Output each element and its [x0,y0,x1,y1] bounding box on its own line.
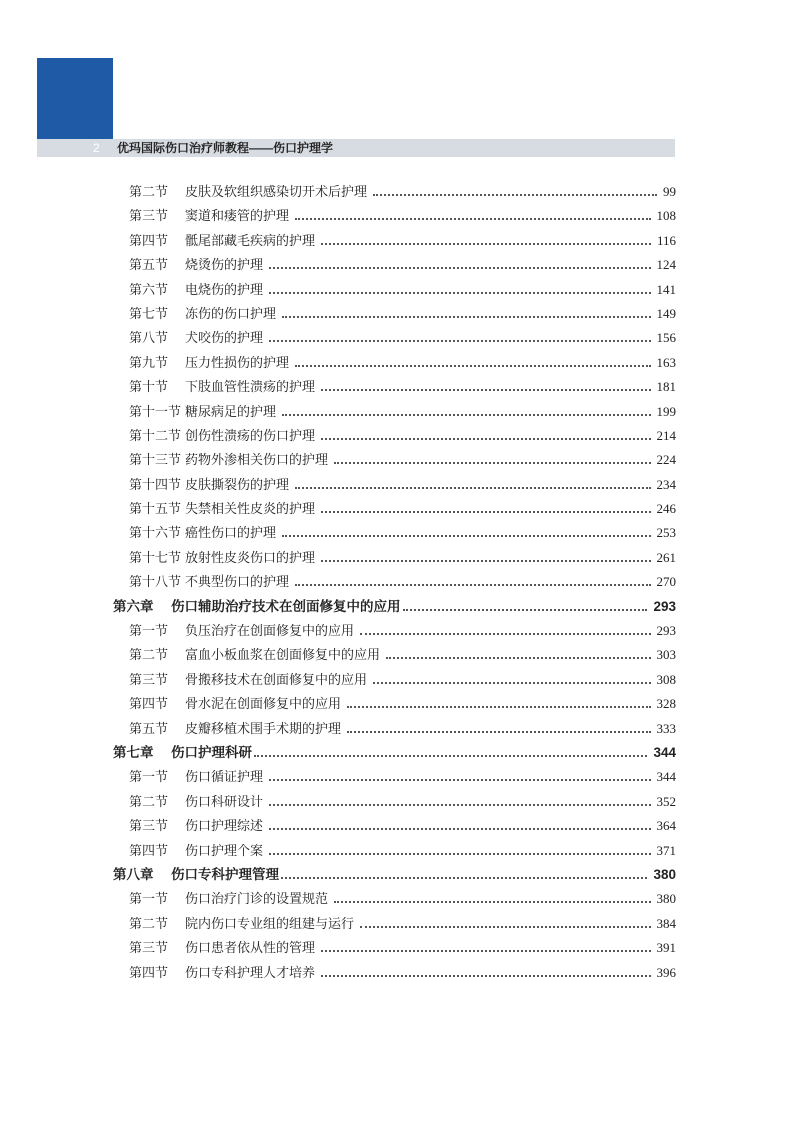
toc-section-row[interactable] [113,326,676,350]
dot-leader [295,575,650,587]
toc-entry-number: 第一节 [129,624,169,640]
toc-entry-label [113,595,401,619]
toc-entry-page: 181 [656,379,676,395]
toc-entry-title: 皮瓣移植术围手术期的护理 [185,721,342,737]
toc-entry-number: 第十节 [129,380,169,396]
toc-entry-label [129,401,276,425]
toc-section-row[interactable] [113,302,676,326]
toc-entry-page: 253 [656,525,676,541]
dot-leader [334,892,650,904]
toc-entry-label [129,449,328,473]
toc-entry-page: 116 [656,232,676,248]
toc-entry-number: 第十四节 [129,477,182,493]
toc-entry-title: 皮肤及软组织感染切开术后护理 [185,185,368,200]
toc-entry-page: 270 [656,574,676,590]
toc-entry-page: 163 [656,354,676,370]
toc-entry-number: 第四节 [129,233,169,249]
toc-entry-title: 皮肤撕裂伤的护理 [185,477,290,493]
toc-entry-number: 第八节 [129,331,169,347]
toc-entry-page: 261 [656,549,676,565]
dot-leader [321,233,651,245]
toc-entry-number: 第十八节 [129,575,182,591]
toc-entry-page: 293 [656,623,676,639]
toc-entry-number: 第六节 [129,282,169,298]
toc-entry-number: 第十三节 [129,453,182,469]
toc-entry-page: 108 [656,208,676,224]
dot-leader [282,306,650,318]
toc-entry-number: 第十七节 [129,550,182,566]
toc-section-row[interactable] [113,204,676,228]
dot-leader [295,477,650,489]
toc-chapter-row[interactable] [113,595,676,619]
toc-entry-number: 第三节 [129,209,169,225]
toc-entry-label [129,474,289,498]
toc-entry-number: 第二节 [129,794,169,810]
dot-leader [269,770,650,782]
dot-leader [360,916,650,928]
dot-leader [360,623,650,635]
dot-leader [269,282,650,294]
toc-entry-number: 第五节 [129,721,169,737]
toc-entry-label [129,327,263,351]
toc-section-row[interactable] [113,717,676,741]
toc-entry-label [129,766,263,790]
dot-leader [269,843,650,855]
toc-entry-page: 99 [663,184,676,199]
dot-leader [269,257,650,269]
toc-entry-number: 第二节 [129,185,169,200]
toc-entry-label [129,425,315,449]
toc-entry-title: 伤口科研设计 [185,794,264,810]
toc-entry-title: 院内伤口专业组的组建与运行 [185,916,355,932]
toc-entry-page: 246 [656,501,676,517]
dot-leader [373,184,657,196]
toc-entry-label [129,303,276,327]
toc-entry-title: 富血小板血浆在创面修复中的应用 [185,648,381,664]
toc-entry-number: 第十六节 [129,526,182,542]
toc-section-row[interactable] [113,570,676,594]
dot-leader [281,867,647,879]
toc-entry-number: 第七章 [113,744,154,760]
toc-entry-label [129,498,315,522]
toc-entry-label [129,840,263,864]
toc-entry-label [129,669,367,693]
toc-entry-number: 第四节 [129,965,169,981]
toc-entry-label [129,620,354,644]
toc-entry-title: 伤口治疗门诊的设置规范 [185,892,329,908]
toc-entry-page: 364 [656,818,676,834]
toc-section-row[interactable] [113,180,676,204]
dot-leader [254,745,647,757]
dot-leader [295,355,650,367]
toc-entry-title: 失禁相关性皮炎的护理 [185,502,316,518]
toc-entry-label [129,571,289,595]
toc-entry-title: 糖尿病足的护理 [185,404,277,420]
toc-entry-page: 380 [656,891,676,907]
toc-chapter-row[interactable] [113,863,676,887]
toc-entry-title: 电烧伤的护理 [185,282,264,298]
toc-entry-title: 烧烫伤的护理 [185,258,264,274]
toc-section-row[interactable] [113,765,676,789]
toc-entry-label [129,913,354,937]
toc-entry-page: 199 [656,403,676,419]
toc-entry-title: 骨搬移技术在创面修复中的应用 [185,672,368,688]
toc-entry-label [129,547,315,571]
toc-entry-title: 不典型伤口的护理 [185,575,290,591]
toc-entry-label [129,522,276,546]
toc-entry-title: 下肢血管性溃疡的护理 [185,380,316,396]
dot-leader [347,696,650,708]
toc-entry-page: 391 [656,940,676,956]
toc-section-row[interactable] [113,887,676,911]
toc-entry-number: 第十五节 [129,502,182,518]
toc-entry-title: 伤口护理个案 [185,843,264,859]
dot-leader [347,721,650,733]
toc-entry-number: 第六章 [113,598,154,614]
toc-entry-title: 药物外渗相关伤口的护理 [185,453,329,469]
toc-entry-title: 负压治疗在创面修复中的应用 [185,624,355,640]
dot-leader [321,965,650,977]
toc-entry-page: 308 [656,671,676,687]
toc-entry-title: 伤口专科护理人才培养 [185,965,316,981]
toc-section-row[interactable] [113,375,676,399]
toc-entry-page: 124 [656,257,676,273]
toc-entry-label [113,741,252,765]
toc-entry-page: 224 [656,452,676,468]
toc-entry-label [129,937,315,961]
toc-entry-label [129,815,263,839]
toc-section-row[interactable] [113,961,676,985]
dot-leader [282,526,650,538]
toc-section-row[interactable] [113,692,676,716]
toc-section-row[interactable] [113,473,676,497]
toc-entry-page: 303 [656,647,676,663]
toc-entry-title: 伤口护理综述 [185,819,264,835]
toc-entry-page: 156 [656,330,676,346]
toc-entry-page: 384 [656,915,676,931]
toc-section-row[interactable] [113,546,676,570]
toc-entry-label [129,693,341,717]
toc-section-row[interactable] [113,424,676,448]
book-title: 优玛国际伤口治疗师教程——伤口护理学 [117,141,334,155]
toc-entry-title: 伤口专科护理管理 [171,866,279,882]
toc-entry-number: 第三节 [129,672,169,688]
toc-entry-page: 380 [653,866,676,882]
toc-entry-label [129,962,315,986]
dot-leader [269,794,650,806]
toc-section-row[interactable] [113,400,676,424]
toc-entry-page: 149 [656,305,676,321]
toc-entry-title: 伤口护理科研 [171,744,252,760]
toc-entry-number: 第十二节 [129,428,182,444]
toc-section-row[interactable] [113,351,676,375]
dot-leader [321,940,650,952]
toc-entry-title: 冻伤的伤口护理 [185,306,277,322]
toc-entry-number: 第一节 [129,770,169,786]
toc-entry-title: 骶尾部藏毛疾病的护理 [185,233,316,249]
toc-entry-title: 伤口循证护理 [185,770,264,786]
toc-entry-label [129,376,315,400]
toc-section-row[interactable] [113,912,676,936]
toc-section-row[interactable] [113,497,676,521]
dot-leader [334,453,650,465]
toc-entry-number: 第三节 [129,819,169,835]
toc-section-row[interactable] [113,814,676,838]
toc-entry-number: 第二节 [129,648,169,664]
toc-entry-label [129,205,289,229]
toc-entry-number: 第五节 [129,258,169,274]
toc-entry-number: 第二节 [129,916,169,932]
toc-section-row[interactable] [113,790,676,814]
dot-leader [403,599,648,611]
dot-leader [295,209,650,221]
toc-entry-page: 352 [656,793,676,809]
toc-entry-label [129,791,263,815]
toc-entry-page: 141 [656,281,676,297]
toc-entry-title: 放射性皮炎伤口的护理 [185,550,316,566]
toc-section-row[interactable] [113,229,676,253]
dot-leader [269,818,650,830]
toc-entry-number: 第八章 [113,866,154,882]
toc-section-row[interactable] [113,668,676,692]
toc-entry-title: 癌性伤口的护理 [185,526,277,542]
toc-section-row[interactable] [113,253,676,277]
toc-chapter-row[interactable] [113,741,676,765]
toc-entry-title: 创伤性溃疡的伤口护理 [185,428,316,444]
toc-entry-title: 伤口辅助治疗技术在创面修复中的应用 [171,598,401,614]
toc-entry-number: 第四节 [129,843,169,859]
toc-entry-label [129,181,367,205]
page-number: 2 [93,141,100,155]
dot-leader [386,648,650,660]
toc-entry-page: 333 [656,720,676,736]
toc-entry-title: 犬咬伤的护理 [185,331,264,347]
table-of-contents [113,180,676,985]
toc-entry-number: 第三节 [129,941,169,957]
dot-leader [269,331,650,343]
toc-section-row[interactable] [113,839,676,863]
dot-leader [321,379,650,391]
toc-entry-number: 第四节 [129,697,169,713]
toc-section-row[interactable] [113,643,676,667]
dot-leader [373,672,650,684]
toc-entry-page: 344 [653,744,676,760]
dot-leader [321,428,650,440]
toc-section-row[interactable] [113,448,676,472]
toc-entry-number: 第七节 [129,306,169,322]
toc-entry-label [129,888,328,912]
toc-entry-number: 第十一节 [129,404,182,420]
toc-entry-label [129,230,315,254]
toc-entry-label [129,352,289,376]
toc-entry-page: 328 [656,696,676,712]
toc-entry-page: 371 [656,842,676,858]
toc-section-row[interactable] [113,619,676,643]
toc-entry-page: 396 [656,964,676,980]
toc-entry-label [129,644,380,668]
toc-entry-title: 骨水泥在创面修复中的应用 [185,697,342,713]
toc-entry-page: 344 [656,769,676,785]
toc-section-row[interactable] [113,521,676,545]
toc-entry-page: 293 [653,598,676,614]
toc-entry-label [129,279,263,303]
toc-section-row[interactable] [113,278,676,302]
toc-entry-number: 第九节 [129,355,169,371]
toc-entry-title: 压力性损伤的护理 [185,355,290,371]
dot-leader [282,404,650,416]
toc-entry-page: 234 [656,476,676,492]
toc-entry-title: 伤口患者依从性的管理 [185,941,316,957]
toc-entry-title: 窦道和瘘管的护理 [185,209,290,225]
dot-leader [321,501,650,513]
toc-section-row[interactable] [113,936,676,960]
toc-entry-label [129,718,341,742]
dot-leader [321,550,650,562]
toc-entry-number: 第一节 [129,892,169,908]
toc-entry-label [129,254,263,278]
toc-entry-page: 214 [656,427,676,443]
toc-entry-label [113,863,279,887]
